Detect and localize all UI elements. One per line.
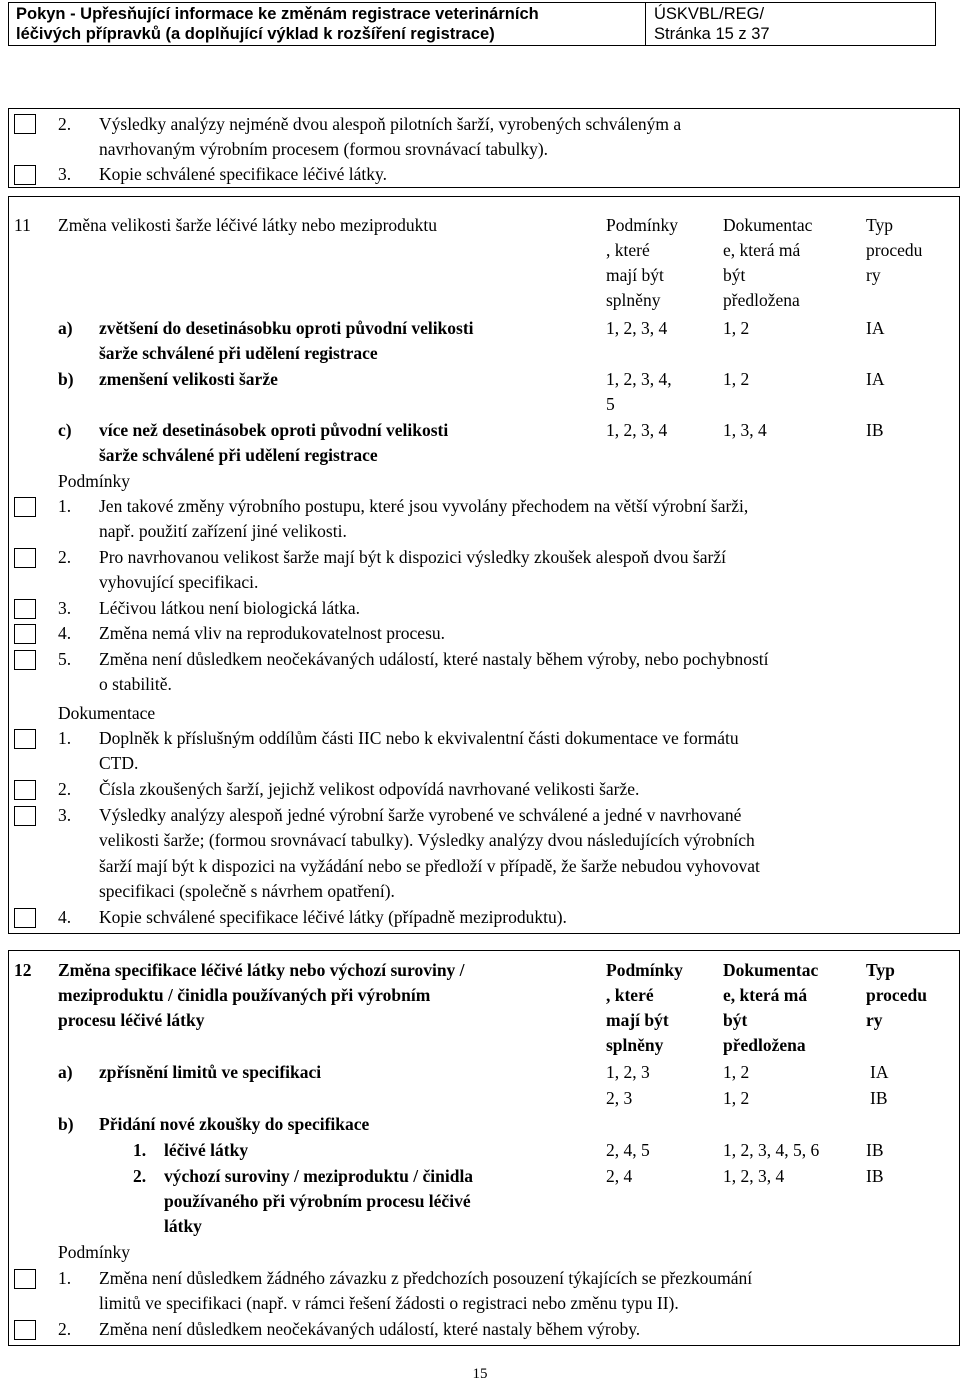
row-type: IB — [866, 1140, 884, 1160]
row-conditions: 2, 3 — [606, 1088, 633, 1108]
col-header-conditions: Podmínky , které mají být splněny — [606, 960, 683, 1055]
col-header-documentation: Dokumentac e, která má být předložena — [723, 215, 813, 310]
row-conditions-cont: 5 — [606, 394, 615, 414]
row-documentation: 1, 2 — [723, 1088, 750, 1108]
row-conditions: 1, 2, 3 — [606, 1062, 650, 1082]
checkbox[interactable] — [14, 548, 36, 568]
item-text: velikosti šarže; (formou srovnávací tabulky). Výsledky analýzy dvou následujících výrobních — [99, 830, 755, 850]
row-label: zpřísnění limitů ve specifikaci — [99, 1062, 322, 1082]
row-label: šarže schválené při udělení registrace — [99, 445, 378, 465]
item-number: 5. — [58, 649, 72, 669]
checkbox[interactable] — [14, 599, 36, 619]
item-text: Doplněk k příslušným oddílům části IIC nebo k ekvivalentní části dokumentace ve formátu — [99, 728, 739, 748]
row-conditions: 1, 2, 3, 4 — [606, 420, 668, 440]
row-label: zvětšení do desetinásobku oproti původní velikosti — [99, 318, 474, 338]
item-text: o stabilitě. — [99, 674, 172, 694]
col-header-type: Typ procedu ry — [866, 960, 927, 1030]
row-documentation: 1, 2, 3, 4 — [723, 1166, 785, 1186]
col-header-documentation: Dokumentac e, která má být předložena — [723, 960, 819, 1055]
row-type: IA — [866, 318, 885, 338]
item-number: 3. — [58, 805, 72, 825]
item-number: 4. — [58, 907, 72, 927]
item-text: vyhovující specifikaci. — [99, 572, 259, 592]
col-header-conditions: Podmínky , které mají být splněny — [606, 215, 678, 310]
row-label: více než desetinásobek oproti původní velikosti — [99, 420, 449, 440]
row-type: IA — [866, 369, 885, 389]
checkbox[interactable] — [14, 729, 36, 749]
row-type: IB — [870, 1088, 888, 1108]
item-number: 2. — [58, 1319, 72, 1339]
conditions-heading: Podmínky — [58, 471, 130, 491]
item-text: šarží mají být k dispozici na vyžádání nebo se předloží v případě, že šarže nebudou vyhovovat — [99, 856, 760, 876]
subitem-label: látky — [164, 1216, 202, 1236]
col-header-type: Typ procedu ry — [866, 215, 923, 285]
item-text: Výsledky analýzy nejméně dvou alespoň pilotních šarží, vyrobených schváleným a — [99, 114, 682, 134]
subitem-label: používaného při výrobním procesu léčivé — [164, 1191, 471, 1211]
item-number: 1. — [58, 496, 72, 516]
header-ref — [646, 2, 936, 46]
subitem-label: výchozí suroviny / meziproduktu / činidla — [164, 1166, 474, 1186]
item-number: 2. — [58, 779, 72, 799]
section-title: procesu léčivé látky — [58, 1010, 205, 1030]
item-text: Jen takové změny výrobního postupu, které jsou vyvolány přechodem na větší výrobní šarži, — [99, 496, 749, 516]
section-number: 12 — [14, 960, 32, 980]
section-title: Změna velikosti šarže léčivé látky nebo meziproduktu — [58, 215, 438, 235]
row-conditions: 1, 2, 3, 4 — [606, 318, 668, 338]
row-documentation: 1, 2 — [723, 318, 750, 338]
item-text: specifikaci (společně s návrhem opatření). — [99, 881, 395, 901]
row-label: Přidání nové zkoušky do specifikace — [99, 1114, 370, 1134]
row-type: IA — [870, 1062, 889, 1082]
item-text: Kopie schválené specifikace léčivé látky (případně meziproduktu). — [99, 907, 567, 927]
header-page-info: Stránka 15 z 37 — [654, 25, 770, 43]
row-letter: b) — [58, 1114, 74, 1134]
item-number: 1. — [58, 1268, 72, 1288]
item-text: Změna není důsledkem neočekávaných událostí, které nastaly během výroby. — [99, 1319, 641, 1339]
section-title: Změna specifikace léčivé látky nebo výchozí suroviny / — [58, 960, 465, 980]
item-number: 4. — [58, 623, 72, 643]
row-letter: c) — [58, 420, 72, 440]
item-number: 3. — [58, 164, 72, 184]
row-type: IB — [866, 1166, 884, 1186]
checkbox[interactable] — [14, 114, 36, 134]
row-documentation: 1, 2 — [723, 369, 750, 389]
checkbox[interactable] — [14, 650, 36, 670]
subitem-number: 2. — [133, 1166, 147, 1186]
checkbox[interactable] — [14, 806, 36, 826]
subitem-number: 1. — [133, 1140, 147, 1160]
row-documentation: 1, 2 — [723, 1062, 750, 1082]
header-ref-code: ÚSKVBL/REG/ — [654, 5, 765, 23]
documentation-heading: Dokumentace — [58, 703, 156, 723]
item-number: 2. — [58, 547, 72, 567]
item-text: např. použití zařízení jiné velikosti. — [99, 521, 347, 541]
row-letter: a) — [58, 318, 73, 338]
section-title: meziproduktu / činidla používaných při výrobním — [58, 985, 431, 1005]
row-label: šarže schválené při udělení registrace — [99, 343, 378, 363]
item-text: Pro navrhovanou velikost šarže mají být k dispozici výsledky zkoušek alespoň dvou šarží — [99, 547, 726, 567]
item-text: Změna není důsledkem žádného závazku z předchozích posouzení týkajících se přezkoumání — [99, 1268, 753, 1288]
row-letter: b) — [58, 369, 74, 389]
row-type: IB — [866, 420, 884, 440]
checkbox[interactable] — [14, 624, 36, 644]
item-number: 3. — [58, 598, 72, 618]
section-number: 11 — [14, 215, 31, 235]
checkbox[interactable] — [14, 780, 36, 800]
row-conditions: 2, 4, 5 — [606, 1140, 650, 1160]
conditions-heading: Podmínky — [58, 1242, 130, 1262]
row-conditions: 2, 4 — [606, 1166, 633, 1186]
item-number: 1. — [58, 728, 72, 748]
checkbox[interactable] — [14, 497, 36, 517]
item-text: Změna není důsledkem neočekávaných událostí, které nastaly během výroby, nebo pochybností — [99, 649, 769, 669]
header-title — [8, 2, 646, 46]
item-text: Léčivou látkou není biologická látka. — [99, 598, 360, 618]
row-documentation: 1, 3, 4 — [723, 420, 767, 440]
page-number: 15 — [472, 1366, 488, 1382]
item-text: navrhovaným výrobním procesem (formou srovnávací tabulky). — [99, 139, 549, 159]
row-letter: a) — [58, 1062, 73, 1082]
checkbox[interactable] — [14, 1320, 36, 1340]
item-text: Kopie schválené specifikace léčivé látky. — [99, 164, 387, 184]
row-documentation: 1, 2, 3, 4, 5, 6 — [723, 1140, 820, 1160]
checkbox[interactable] — [14, 1269, 36, 1289]
subitem-label: léčivé látky — [164, 1140, 249, 1160]
header-title-line2: léčivých přípravků (a doplňující výklad k rozšíření registrace) — [16, 25, 495, 43]
checkbox[interactable] — [14, 165, 36, 185]
item-text: Výsledky analýzy alespoň jedné výrobní šarže vyrobené ve schválené a jedné v navrhované — [99, 805, 742, 825]
item-text: Čísla zkoušených šarží, jejichž velikost odpovídá navrhované velikosti šarže. — [99, 779, 640, 799]
header-title-line1: Pokyn - Upřesňující informace ke změnám registrace veterinárních — [16, 5, 539, 23]
item-text: limitů ve specifikaci (např. v rámci řešení žádosti o registraci nebo změnu typu II). — [99, 1293, 679, 1313]
item-text: Změna nemá vliv na reprodukovatelnost procesu. — [99, 623, 446, 643]
item-number: 2. — [58, 114, 72, 134]
checkbox[interactable] — [14, 908, 36, 928]
row-conditions: 1, 2, 3, 4, — [606, 369, 672, 389]
item-text: CTD. — [99, 753, 139, 773]
row-label: zmenšení velikosti šarže — [99, 369, 278, 389]
